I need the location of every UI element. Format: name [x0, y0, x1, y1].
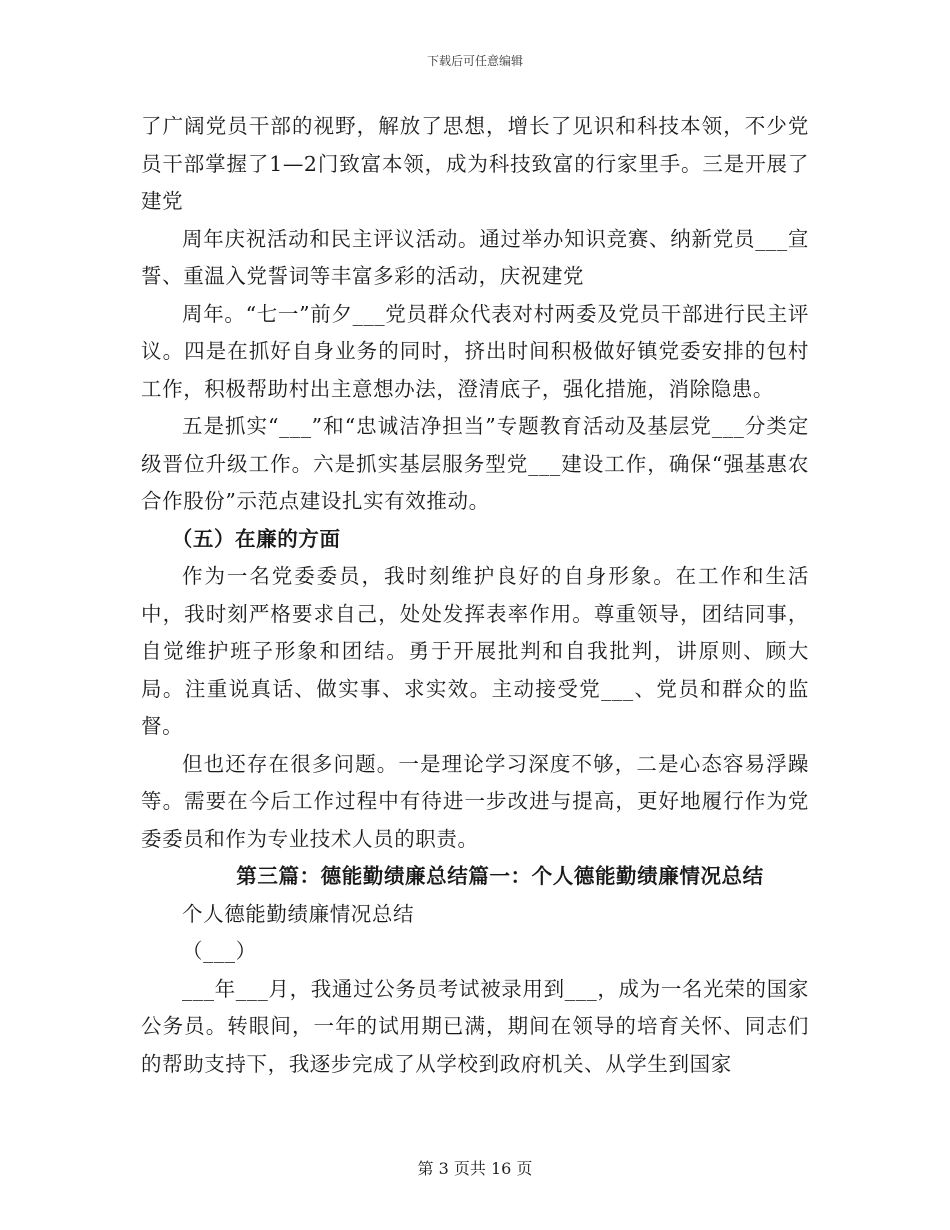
paragraph-7: 个人德能勤绩廉情况总结 — [182, 901, 415, 926]
section-title: 第三篇：德能勤绩廉总结篇一：个人德能勤绩廉情况总结 — [236, 864, 764, 888]
paragraph-8: （___） — [182, 939, 257, 963]
paragraph-3: 周年。“七一”前夕___党员群众代表对村两委及党员干部进行民主评议。四是在抓好自身业务的同时，挤出时间积极做好镇党委安排的包村工作，积极帮助村出主意想办法，澄清底子，强化措施，消除隐患。 — [141, 301, 809, 401]
paragraph-9: ___年___月，我通过公务员考试被录用到___，成为一名光荣的国家公务员。转眼间，一年的试用期已满，期间在领导的培育关怀、同志们的帮助支持下，我逐步完成了从学校到政府机关、从学生到国家 — [141, 976, 809, 1076]
page-header: 下载后可任意编辑 — [426, 54, 523, 68]
paragraph-5: 作为一名党委委员，我时刻维护良好的自身形象。在工作和生活中，我时刻严格要求自己，处处发挥表率作用。尊重领导，团结同事，自觉维护班子形象和团结。勇于开展批判和自我批判，讲原则、顾大局。注重说真话、做实事、求实效。主动接受党___、党员和群众的监督。 — [141, 564, 809, 738]
paragraph-4: 五是抓实“___”和“忠诚洁净担当”专题教育活动及基层党___分类定级晋位升级工作。六是抓实基层服务型党___建设工作，确保“强基惠农合作股份”示范点建设扎实有效推动。 — [141, 414, 809, 513]
subsection-heading: （五）在廉的方面 — [171, 526, 341, 551]
document-body — [141, 108, 809, 1083]
paragraph-2: 周年庆祝活动和民主评议活动。通过举办知识竞赛、纳新党员___宣誓、重温入党誓词等丰富多彩的活动，庆祝建党 — [141, 226, 809, 288]
paragraph-6: 但也还存在很多问题。一是理论学习深度不够，二是心态容易浮躁等。需要在今后工作过程中有待进一步改进与提高，更好地履行作为党委委员和作为专业技术人员的职责。 — [141, 751, 809, 851]
paragraph-1: 了广阔党员干部的视野，解放了思想，增长了见识和科技本领，不少党员干部掌握了1—2门致富本领，成为科技致富的行家里手。三是开展了建党 — [141, 114, 809, 213]
page-footer: 第 3 页共 16 页 — [417, 1159, 533, 1178]
